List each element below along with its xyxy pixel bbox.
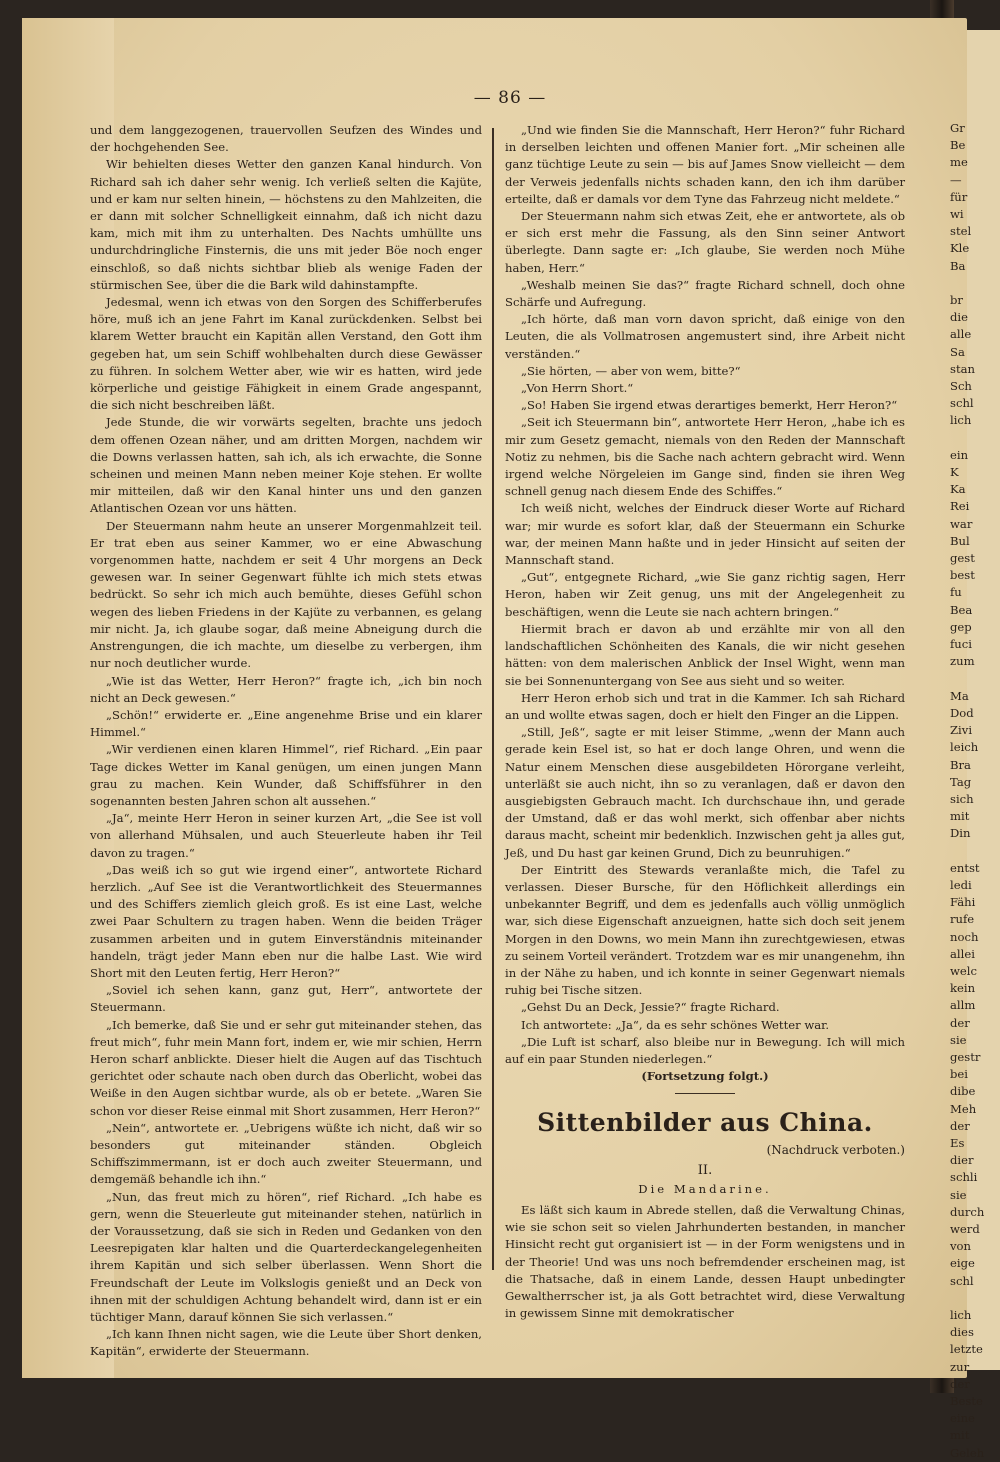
fragment-line: allei — [950, 946, 975, 961]
fragment-line: mit — [950, 809, 970, 824]
fragment-line: Din — [950, 826, 971, 841]
fragment-line: gep — [950, 619, 972, 634]
fragment-line: noch — [950, 929, 979, 944]
paragraph: Wir behielten dieses Wetter den ganzen Kanal hindurch. Von Richard sah ich daher sehr wenig. Ich verließ selten die Kajüte, und er kam nur selten hinein, — höchstens zu den Mahlzeiten, die er dann mit solcher Schnelligkeit einnahm, daß ich nicht dazu kam, mich mit ihm zu unterhalten. Des Nachts umhüllte uns undurchdringliche Finsternis, die uns mit jeder Böe noch enger einschloß, so daß nichts sichtbar blieb als wenige Faden der stürmischen See, über die die Bark wild dahinstampfte. — [90, 157, 482, 292]
page-number: — 86 — — [473, 88, 547, 108]
paragraph: „Ich hörte, daß man vorn davon spricht, daß einige von den Leuten, die als Vollmatrosen angemustert sind, ihre Arbeit nicht verständen.“ — [505, 312, 905, 361]
paragraph: „Still, Jeß“, sagte er mit leiser Stimme, „wenn der Mann auch gerade kein Esel ist, so hat er doch lange Ohren, und wenn die Natur einem Menschen diese ausgebildeten Hörorgane verleiht, unterläßt sie auch nicht, ihn so zu veranlagen, daß er davon den ausgiebigsten Gebrauch macht. Ich durchschaue ihn, und gerade der Umstand, daß er das wohl merkt, sich offenbar aber nichts daraus macht, scheint mir bedenklich. Inzwischen geht ja alles gut, Jeß, und Du hast gar keinen Grund, Dich zu beunruhigen.“ — [505, 725, 905, 860]
fragment-line: zum — [950, 654, 975, 669]
fragment-line: Ma — [950, 688, 969, 703]
fragment-line: dibe — [950, 1084, 976, 1099]
fragment-line: Geleh — [950, 1445, 985, 1460]
right-column — [505, 122, 905, 1322]
continuation-note: (Fortsetzung folgt.) — [641, 1069, 769, 1084]
fragment-line: br — [950, 293, 963, 308]
section-body: Es läßt sich kaum in Abrede stellen, daß die Verwaltung Chinas, wie sie schon seit so vielen Jahrhunderten bestanden, in mancher Hinsicht recht gut organisiert ist — in der Form wenigstens und in der Theorie! Und was uns noch befremdender erscheinen mag, ist die Thatsache, daß in einem Lande, dessen Haupt unbedingter Gewaltherrscher ist, ja als Gott betrachtet wird, diese Verwaltung in gewissem Sinne mit demokratischer — [505, 1202, 905, 1321]
fragment-line: stel — [950, 224, 972, 239]
fragment-line: die — [950, 310, 968, 325]
fragment-line: fu — [950, 585, 962, 600]
fragment-line: welc — [950, 963, 977, 978]
fragment-line: werd — [950, 1222, 980, 1236]
fragment-line: Bea — [950, 602, 973, 617]
fragment-line: durch — [950, 1204, 985, 1219]
section-number: II. — [697, 1162, 713, 1178]
paragraph: Jedesmal, wenn ich etwas von den Sorgen des Schifferberufes höre, muß ich an jene Fahrt im Kanal zurückdenken. Selbst bei klarem Wetter braucht ein Kapitän allen Verstand, den Gott ihm gegeben hat, um sein Schiff wohlbehalten durch diese Gewässer zu führen. In solchem Wetter aber, wie wir es hatten, wird jede körperliche und geistige Fähigkeit in einem Grade angespannt, die sich nicht beschreiben läßt. — [90, 295, 482, 413]
fragment-line: Zivi — [950, 723, 973, 738]
fragment-line: sie — [950, 1032, 967, 1047]
adjacent-page-fragments — [950, 120, 1000, 1460]
fragment-line: war — [950, 516, 973, 531]
paragraph: „Ich kann Ihnen nicht sagen, wie die Leute über Short denken, Kapitän“, erwiderte der Steuermann. — [90, 1327, 482, 1359]
fragment-line: wi — [950, 207, 964, 222]
fragment-line: lich — [950, 413, 972, 428]
fragment-line: Bul — [950, 533, 970, 548]
fragment-line: alle — [950, 327, 972, 342]
fragment-line: bei — [950, 1067, 968, 1082]
fragment-line — [950, 430, 1000, 447]
fragment-line: — — [950, 172, 962, 187]
paragraph: „Ich bemerke, daß Sie und er sehr gut miteinander stehen, das freut mich“, fuhr mein Mann fort, indem er, wie mir schien, Herrn Heron scharf anblickte. Dieser hielt die Augen auf das Tischtuch gerichtet oder schaute nach oben durch das Oberlicht, wobei das Weiße in den Augen sichtbar wurde, als ob er betete. „Waren Sie schon vor dieser Reise einmal mit Short zusammen, Herr Heron?“ — [90, 1017, 482, 1118]
fragment-line: Fähi — [950, 895, 976, 910]
section-separator — [675, 1093, 735, 1094]
fragment-line: schli — [950, 1170, 978, 1185]
left-column — [90, 122, 482, 1361]
paragraph: „Wie ist das Wetter, Herr Heron?“ fragte ich, „ich bin noch nicht an Deck gewesen.“ — [90, 673, 482, 705]
paragraph: Ich antwortete: „Ja“, da es sehr schönes Wetter war. — [521, 1017, 830, 1032]
paragraph: „Gut“, entgegnete Richard, „wie Sie ganz richtig sagen, Herr Heron, haben wir Zeit genug, uns mit der Angelegenheit zu beschäftigen, wenn die Leute sie nach achtern bringen.“ — [505, 570, 905, 619]
section-subheading: Die Mandarine. — [638, 1181, 772, 1196]
paragraph: „Und wie finden Sie die Mannschaft, Herr Heron?“ fuhr Richard in derselben leichten und offenen Manier fort. „Mir scheinen alle ganz tüchtige Leute zu sein — bis auf James Snow vielleicht — dem der Verweis jedenfalls nichts schaden kann, den ich ihm darüber erteilte, daß er damals vor dem Tyne das Fahrzeug nicht meldete.“ — [505, 123, 905, 206]
paragraph: Der Steuermann nahm heute an unserer Morgenmahlzeit teil. Er trat eben aus seiner Kammer, wo er eine Abwaschung vorgenommen hatte, nachdem er seit 4 Uhr morgens an Deck gewesen war. In seiner Gegenwart fühlte ich mich stets etwas bedrückt. So sehr ich mich auch bemühte, dieses Gefühl schon wegen des lieben Friedens in der Kajüte zu verbannen, es gelang mir nicht. Ja, ich glaube sogar, daß meine Abneigung durch die Anstrengungen, die ich machte, um dieselbe zu verbergen, ihm nur noch deutlicher wurde. — [90, 518, 482, 671]
fragment-line: Bra — [950, 757, 971, 772]
fragment-line: Tag — [950, 774, 972, 789]
story-continuation — [505, 122, 905, 1068]
paragraph: und dem langgezogenen, trauervollen Seufzen des Windes und der hochgehenden See. — [90, 123, 482, 155]
fragment-line — [950, 671, 1000, 688]
fragment-line — [950, 1290, 1000, 1307]
paragraph: „Gehst Du an Deck, Jessie?“ fragte Richard. — [521, 1000, 780, 1015]
fragment-line: ledi — [950, 877, 972, 892]
fragment-line: dier — [950, 1153, 974, 1168]
paragraph: „Seit ich Steuermann bin“, antwortete Herr Heron, „habe ich es mir zum Gesetz gemacht, niemals von den Reden der Mannschaft Notiz zu nehmen, bis die Sache nach achtern gebracht wird. Wenn irgend welche Nörgeleien im Gange sind, finden sie ihren Weg schnell genug nach diesem Ende des Schiffes.“ — [505, 415, 905, 499]
paragraph: „Das weiß ich so gut wie irgend einer“, antwortete Richard herzlich. „Auf See ist die Verantwortlichkeit des Steuermannes und des Schiffers ziemlich gleich groß. Es ist eine Last, welche zwei Paar Schultern zu tragen haben. Wenn die beiden Träger zusammen arbeiten und in gutem Einverständnis miteinander handeln, trägt jeder Mann eben nur die halbe Last. Wie wird Short mit den Leuten fertig, Herr Heron?“ — [90, 862, 482, 980]
fragment-line: letzte — [950, 1342, 983, 1357]
fragment-line — [950, 843, 1000, 860]
paragraph: „Schön!“ erwiderte er. „Eine angenehme Brise und ein klarer Himmel.“ — [90, 707, 482, 740]
fragment-line: Ka — [950, 482, 966, 497]
fragment-line: stan — [950, 361, 975, 376]
paragraph: „Von Herrn Short.“ — [521, 381, 634, 396]
fragment-line: von — [950, 1239, 971, 1254]
fragment-line: leich — [950, 740, 979, 755]
paragraph: „Nein“, antwortete er. „Uebrigens wüßte ich nicht, daß wir so besonders gut miteinander ständen. Obgleich Schiffszimmermann, ist er doch auch zweiter Steuermann, und demgemäß behandle ich ihn.“ — [90, 1120, 482, 1187]
fragment-line: schl — [950, 1273, 974, 1288]
fragment-line: fuci — [950, 637, 972, 652]
fragment-line: gestr — [950, 1049, 981, 1064]
fragment-line: gest — [950, 551, 975, 566]
fragment-line: sich — [950, 791, 974, 806]
fragment-line: kein — [950, 981, 976, 996]
column-divider — [492, 128, 494, 1270]
fragment-line: eige — [950, 1256, 975, 1271]
paragraph: „Sie hörten, — aber von wem, bitte?“ — [521, 363, 741, 378]
paragraph: Der Eintritt des Stewards veranlaßte mich, die Tafel zu verlassen. Dieser Bursche, für den Höflichkeit allerdings ein unbekannter Begriff, und dem es jedenfalls auch völlig unmöglich war, sich diese Eigenschaft anzueignen, hatte sich doch seit jenem Morgen in den Downs, wo mein Mann ihn zurechtgewiesen, etwas zu seinem Vorteil verändert. Trotzdem war es mir unangenehm, ihn in der Nähe zu haben, und ich konnte in seiner Gegenwart niemals ruhig bei Tische sitzen. — [505, 862, 905, 998]
paragraph: Hiermit brach er davon ab und erzählte mir von all den landschaftlichen Schönheiten des Kanals, die wir nicht gesehen hätten: von dem malerischen Anblick der Insel Wight, wenn man sie bei Sonnenuntergang von See aus sieht und so weiter. — [505, 621, 905, 688]
paragraph: „Soviel ich sehen kann, ganz gut, Herr“, antwortete der Steuermann. — [90, 983, 482, 1015]
fragment-line: der — [950, 1118, 970, 1133]
fragment-line: me — [950, 155, 968, 170]
fragment-line: Sa — [950, 344, 965, 359]
paragraph: „Weshalb meinen Sie das?“ fragte Richard schnell, doch ohne Schärfe und Aufregung. — [505, 277, 905, 310]
fragment-line: mit — [950, 1428, 970, 1443]
section-title: Sittenbilder aus China. — [537, 1108, 873, 1138]
fragment-line: Dod — [950, 705, 974, 720]
paragraph: Der Steuermann nahm sich etwas Zeit, ehe er antwortete, als ob er sich erst mehr die Fassung, als den Sinn seiner Antwort überlegte. Dann sagte er: „Ich glaube, Sie werden noch Mühe haben, Herr.“ — [505, 209, 905, 275]
fragment-line: lich — [950, 1308, 972, 1323]
fragment-line: sie — [950, 1187, 967, 1202]
fragment-line: zur — [950, 1359, 970, 1374]
fragment-line: entst — [950, 860, 980, 875]
fragment-line: allm — [950, 998, 976, 1013]
paragraph: Herr Heron erhob sich und trat in die Kammer. Ich sah Richard an und wollte etwas sagen, doch er hielt den Finger an die Lippen. — [505, 690, 905, 722]
paragraph: Jede Stunde, die wir vorwärts segelten, brachte uns jedoch dem offenen Ozean näher, und am dritten Morgen, nachdem wir die Downs verlassen hatten, sah ich, als ich erwachte, die Sonne scheinen und meinen Mann neben meiner Koje stehen. Er wollte mir mitteilen, daß wir den Kanal hinter uns und den ganzen Atlantischen Ozean vor uns hätten. — [90, 415, 482, 516]
paragraph: „Nun, das freut mich zu hören“, rief Richard. „Ich habe es gern, wenn die Steuerleute gut miteinander stehen, natürlich in der Voraussetzung, daß sie sich in Reden und Gedanken von den Leesrepigaten klar halten und die Quarterdeckangelegenheiten ihrem Kapitän und sich selber überlassen. Wenn Short die Freundschaft der Leute im Volkslogis genießt und an Deck von ihnen mit der schuldigen Achtung behandelt wird, dann ist er ein tüchtiger Mann, darauf können Sie sich verlassen.“ — [90, 1189, 482, 1325]
fragment-line: rufe — [950, 912, 975, 927]
fragment-line — [950, 275, 1000, 292]
fragment-line: eine — [950, 1411, 975, 1426]
fragment-line: Gr — [950, 121, 965, 135]
fragment-line: der — [950, 1376, 970, 1391]
paragraph: Ich weiß nicht, welches der Eindruck dieser Worte auf Richard war; mir wurde es sofort klar, daß der Steuermann ein Schurke war, der meinen Mann haßte und in jeder Hinsicht auf seiten der Mannschaft stand. — [505, 501, 905, 568]
paragraph: „Die Luft ist scharf, also bleibe nur in Bewegung. Ich will mich auf ein paar Stunden niederlegen.“ — [505, 1034, 905, 1066]
fragment-line: für — [950, 189, 968, 204]
fragment-line: K — [950, 465, 959, 480]
fragment-line: Ba — [950, 258, 966, 273]
fragment-line: best — [950, 568, 975, 583]
fragment-line: Kle — [950, 241, 970, 256]
fragment-line: der — [950, 1015, 970, 1030]
reprint-note: (Nachdruck verboten.) — [766, 1143, 905, 1158]
fragment-line: Rei — [950, 499, 970, 514]
fragment-line: Meh — [950, 1101, 977, 1116]
fragment-line: dies — [950, 1325, 974, 1340]
paragraph: „So! Haben Sie irgend etwas derartiges bemerkt, Herr Heron?“ — [521, 398, 898, 413]
paragraph: „Ja“, meinte Herr Heron in seiner kurzen Art, „die See ist voll von allerhand Mühsalen, und auch Steuerleute haben ihr Teil davon zu tragen.“ — [90, 811, 482, 860]
fragment-line: Beste — [950, 1394, 983, 1409]
fragment-line: schl — [950, 396, 974, 411]
fragment-line: ein — [950, 447, 969, 462]
fragment-line: Be — [950, 138, 966, 153]
paragraph: „Wir verdienen einen klaren Himmel“, rief Richard. „Ein paar Tage dickes Wetter im Kanal genügen, um einen jungen Mann grau zu machen. Kein Wunder, daß Schiffsführer in den sogenannten besten Jahren schon alt aussehen.“ — [90, 742, 482, 808]
fragment-line: Sch — [950, 379, 972, 394]
fragment-line: Es — [950, 1135, 965, 1150]
